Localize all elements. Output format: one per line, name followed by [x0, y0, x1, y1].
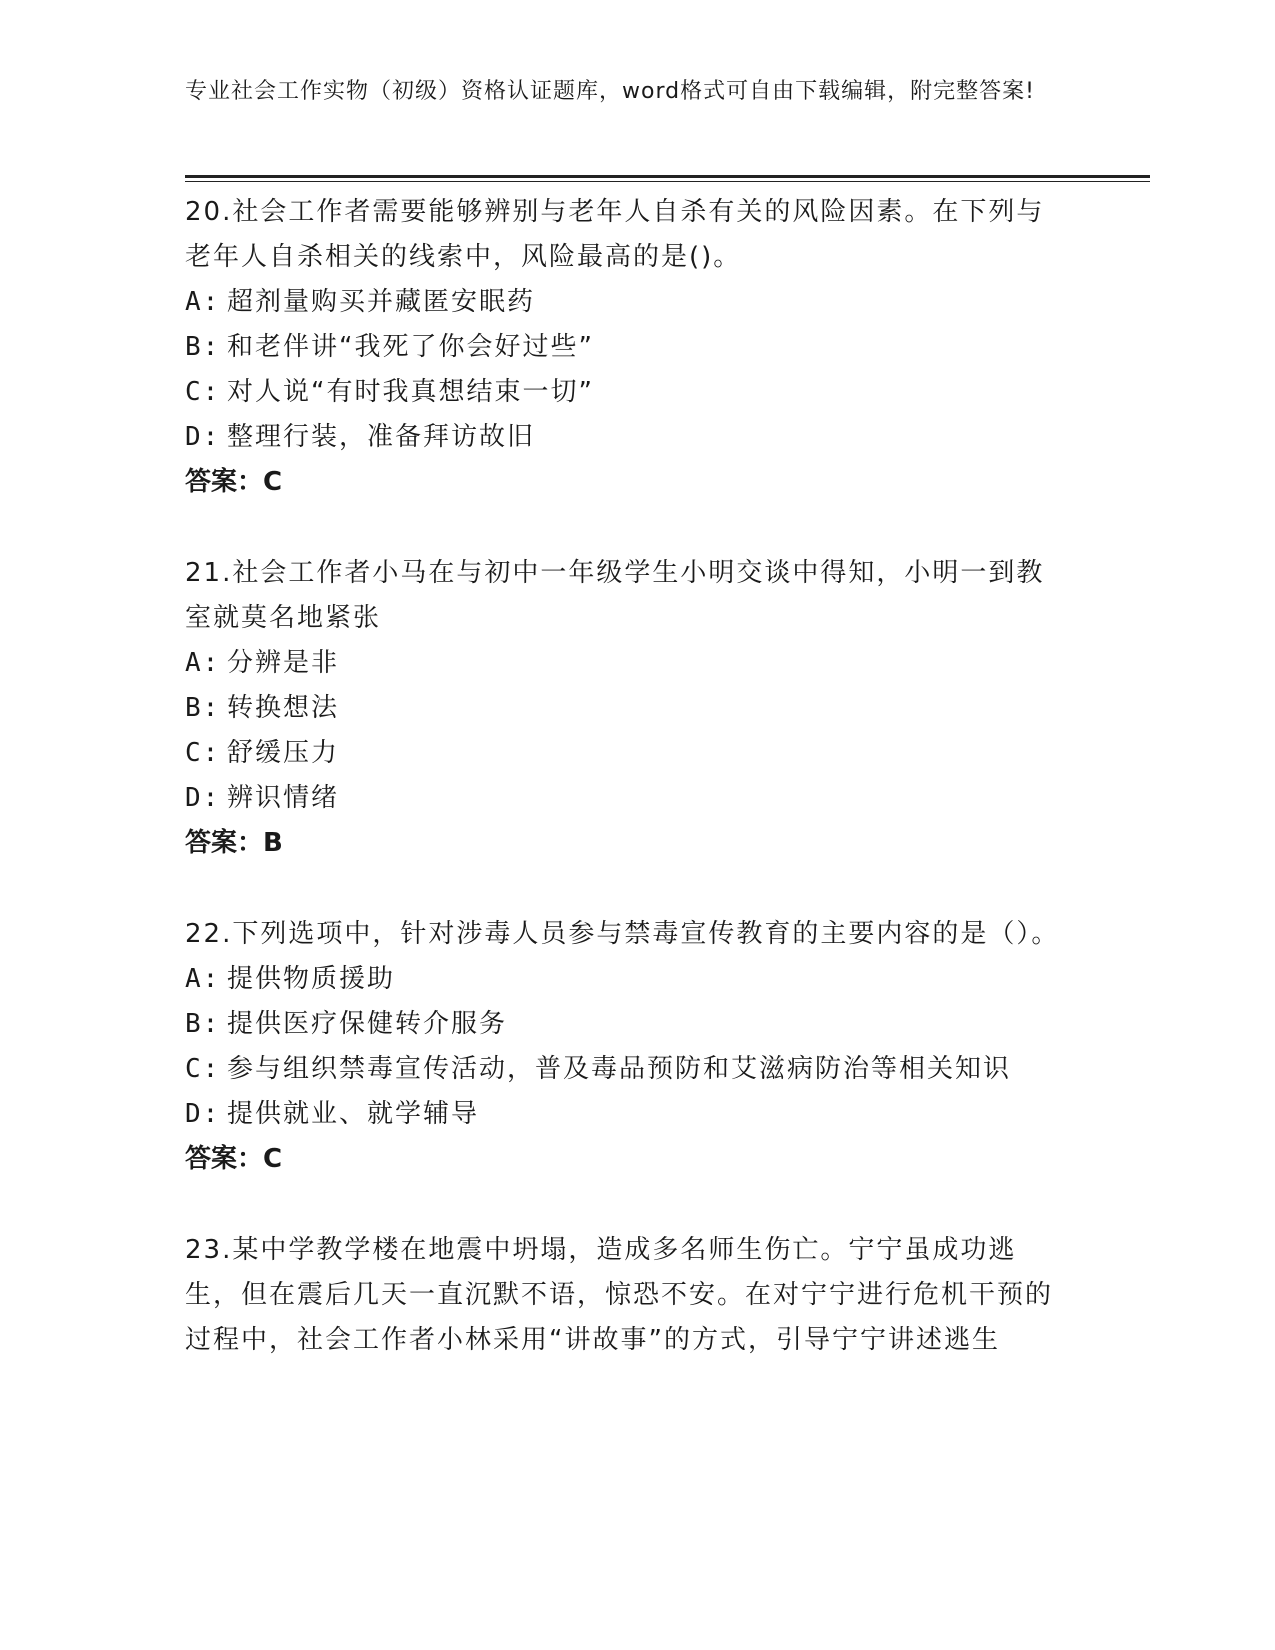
option-d [185, 415, 1065, 460]
option-letter: B: [185, 693, 221, 723]
question-23 [185, 1228, 1065, 1363]
option-text: 提供就业、就学辅导 [227, 1099, 480, 1129]
option-b [185, 686, 1065, 731]
question-20 [185, 190, 1065, 505]
option-text: 参与组织禁毒宣传活动，普及毒品预防和艾滋病防治等相关知识 [227, 1054, 1012, 1084]
header-divider-thin [185, 181, 1150, 182]
question-22 [185, 912, 1065, 1182]
option-b [185, 1002, 1065, 1047]
option-text: 提供医疗保健转介服务 [227, 1009, 508, 1039]
option-letter: A: [185, 648, 221, 678]
option-a [185, 957, 1065, 1002]
option-letter: A: [185, 287, 221, 317]
header-divider-thick [185, 175, 1150, 178]
option-b [185, 325, 1065, 370]
option-letter: C: [185, 738, 221, 768]
question-stem: 20.社会工作者需要能够辨别与老年人自杀有关的风险因素。在下列与老年人自杀相关的线索中，风险最高的是()。 [185, 197, 1045, 272]
option-letter: B: [185, 332, 221, 362]
option-a [185, 280, 1065, 325]
option-text: 分辨是非 [227, 648, 340, 678]
option-letter: D: [185, 783, 221, 813]
option-text: 辨识情绪 [227, 783, 340, 813]
question-stem: 23.某中学教学楼在地震中坍塌，造成多名师生伤亡。宁宁虽成功逃生，但在震后几天一直沉默不语，惊恐不安。在对宁宁进行危机干预的过程中，社会工作者小林采用“讲故事”的方式，引导宁宁讲述逃生 [185, 1235, 1054, 1355]
question-stem: 22.下列选项中，针对涉毒人员参与禁毒宣传教育的主要内容的是（）。 [185, 919, 1060, 949]
option-c [185, 1047, 1065, 1092]
answer-line: 答案：B [185, 828, 283, 858]
option-letter: B: [185, 1009, 221, 1039]
option-text: 对人说“有时我真想结束一切” [227, 377, 594, 407]
option-d [185, 776, 1065, 821]
option-letter: A: [185, 964, 221, 994]
option-c [185, 370, 1065, 415]
question-21 [185, 551, 1065, 866]
option-text: 转换想法 [227, 693, 340, 723]
option-d [185, 1092, 1065, 1137]
question-list [185, 190, 1065, 1409]
answer-line: 答案：C [185, 467, 283, 497]
option-letter: D: [185, 422, 221, 452]
option-text: 和老伴讲“我死了你会好过些” [227, 332, 594, 362]
option-text: 提供物质援助 [227, 964, 396, 994]
option-letter: D: [185, 1099, 221, 1129]
option-text: 舒缓压力 [227, 738, 340, 768]
option-text: 超剂量购买并藏匿安眠药 [227, 287, 536, 317]
option-c [185, 731, 1065, 776]
option-letter: C: [185, 377, 221, 407]
option-text: 整理行装，准备拜访故旧 [227, 422, 536, 452]
question-stem: 21.社会工作者小马在与初中一年级学生小明交谈中得知，小明一到教室就莫名地紧张 [185, 558, 1045, 633]
option-a [185, 641, 1065, 686]
option-letter: C: [185, 1054, 221, 1084]
document-header: 专业社会工作实物（初级）资格认证题库，word格式可自由下载编辑，附完整答案! [185, 79, 1035, 104]
answer-line: 答案：C [185, 1144, 283, 1174]
